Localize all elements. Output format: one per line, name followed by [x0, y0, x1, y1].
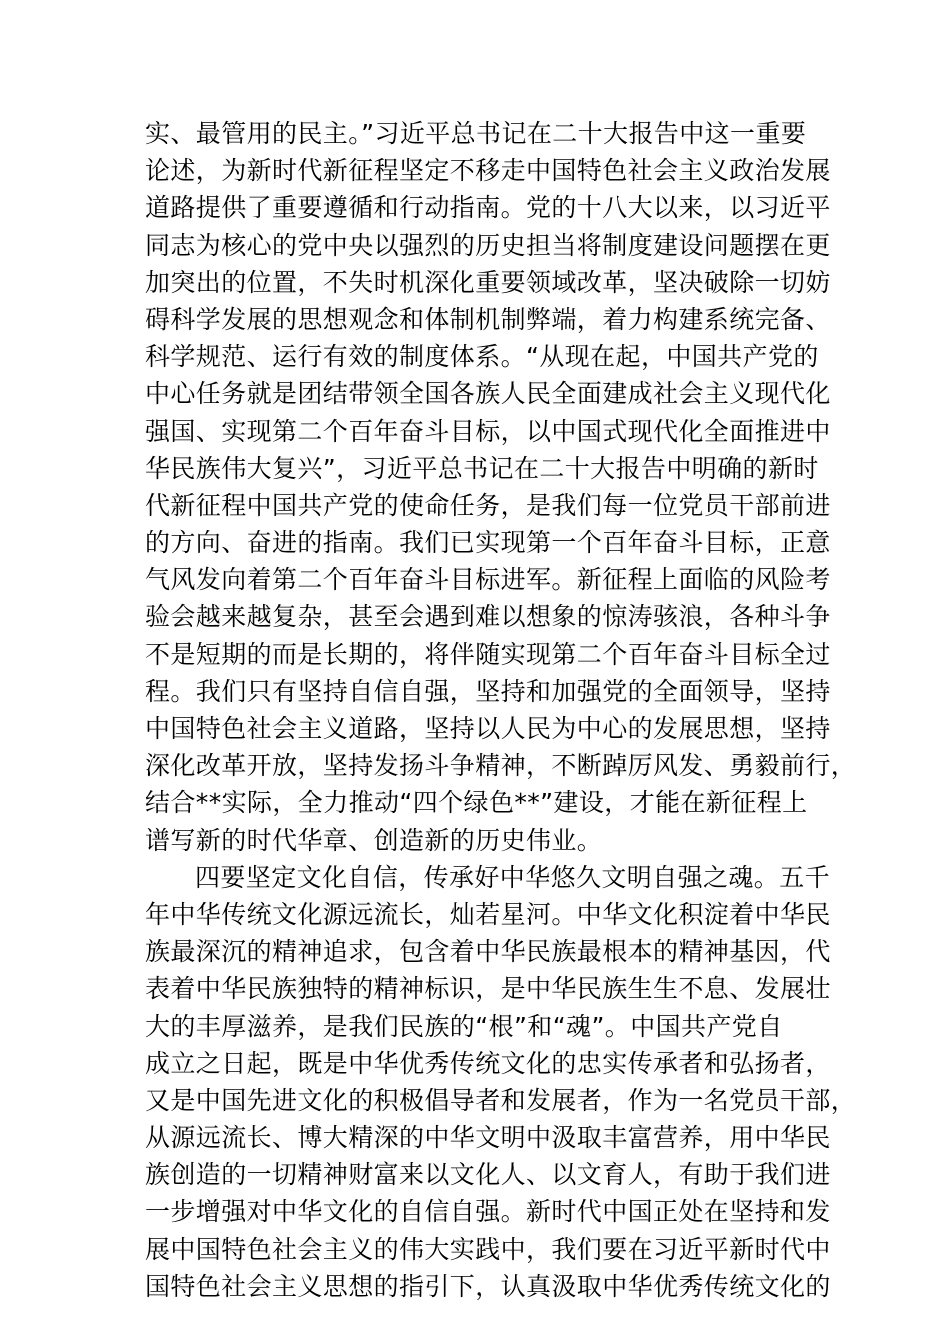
text-line: 气风发向着第二个百年奋斗目标进军。新征程上面临的风险考: [145, 565, 831, 595]
text-line: 华民族伟大复兴”，习近平总书记在二十大报告中明确的新时: [145, 453, 819, 483]
text-line: 深化改革开放，坚持发扬斗争精神，不断踔厉风发、勇毅前行，: [145, 751, 857, 781]
text-line: 不是短期的而是长期的，将伴随实现第二个百年奋斗目标全过: [145, 639, 831, 669]
text-line: 年中华传统文化源远流长，灿若星河。中华文化积淀着中华民: [145, 899, 831, 929]
text-line: 的方向、奋进的指南。我们已实现第一个百年奋斗目标，正意: [145, 528, 831, 558]
text-line: 强国、实现第二个百年奋斗目标，以中国式现代化全面推进中: [145, 416, 831, 446]
text-line: 族最深沉的精神追求，包含着中华民族最根本的精神基因，代: [145, 937, 831, 967]
text-line: 族创造的一切精神财富来以文化人、以文育人，有助于我们进: [145, 1160, 831, 1190]
text-line: 成立之日起，既是中华优秀传统文化的忠实传承者和弘扬者，: [145, 1048, 831, 1078]
text-line: 谱写新的时代华章、创造新的历史伟业。: [145, 825, 603, 855]
text-line: 大的丰厚滋养，是我们民族的“根”和“魂”。中国共产党自: [145, 1011, 783, 1041]
text-line: 加突出的位置，不失时机深化重要领域改革，坚决破除一切妨: [145, 267, 831, 297]
text-line: 又是中国先进文化的积极倡导者和发展者，作为一名党员干部，: [145, 1085, 857, 1115]
text-line: 代新征程中国共产党的使命任务，是我们每一位党员干部前进: [145, 490, 831, 520]
paragraph-start-line: 四要坚定文化自信，传承好中华悠久文明自强之魂。五千: [195, 862, 831, 892]
body-text: [145, 115, 857, 1305]
text-line: 从源远流长、博大精深的中华文明中汲取丰富营养，用中华民: [145, 1123, 831, 1153]
text-line: 验会越来越复杂，甚至会遇到难以想象的惊涛骇浪，各种斗争: [145, 602, 831, 632]
text-line: 中国特色社会主义道路，坚持以人民为中心的发展思想，坚持: [145, 714, 831, 743]
text-line: 论述，为新时代新征程坚定不移走中国特色社会主义政治发展: [145, 156, 831, 186]
text-line: 国特色社会主义思想的指引下，认真汲取中华优秀传统文化的: [145, 1271, 831, 1301]
text-line: 实、最管用的民主。”习近平总书记在二十大报告中这一重要: [145, 119, 807, 148]
text-line: 中心任务就是团结带领全国各族人民全面建成社会主义现代化: [145, 379, 831, 409]
text-line: 表着中华民族独特的精神标识，是中华民族生生不息、发展壮: [145, 974, 831, 1004]
text-line: 碍科学发展的思想观念和体制机制弊端，着力构建系统完备、: [145, 304, 831, 334]
text-line: 一步增强对中华文化的自信自强。新时代中国正处在坚持和发: [145, 1197, 831, 1227]
text-line: 科学规范、运行有效的制度体系。“从现在起，中国共产党的: [145, 342, 819, 372]
text-line: 同志为核心的党中央以强烈的历史担当将制度建设问题摆在更: [145, 230, 831, 260]
text-line: 道路提供了重要遵循和行动指南。党的十八大以来，以习近平: [145, 193, 831, 223]
text-line: 展中国特色社会主义的伟大实践中，我们要在习近平新时代中: [145, 1234, 831, 1264]
text-line: 程。我们只有坚持自信自强，坚持和加强党的全面领导，坚持: [145, 676, 831, 706]
text-line: 结合**实际，全力推动“四个绿色**”建设，才能在新征程上: [145, 788, 808, 818]
